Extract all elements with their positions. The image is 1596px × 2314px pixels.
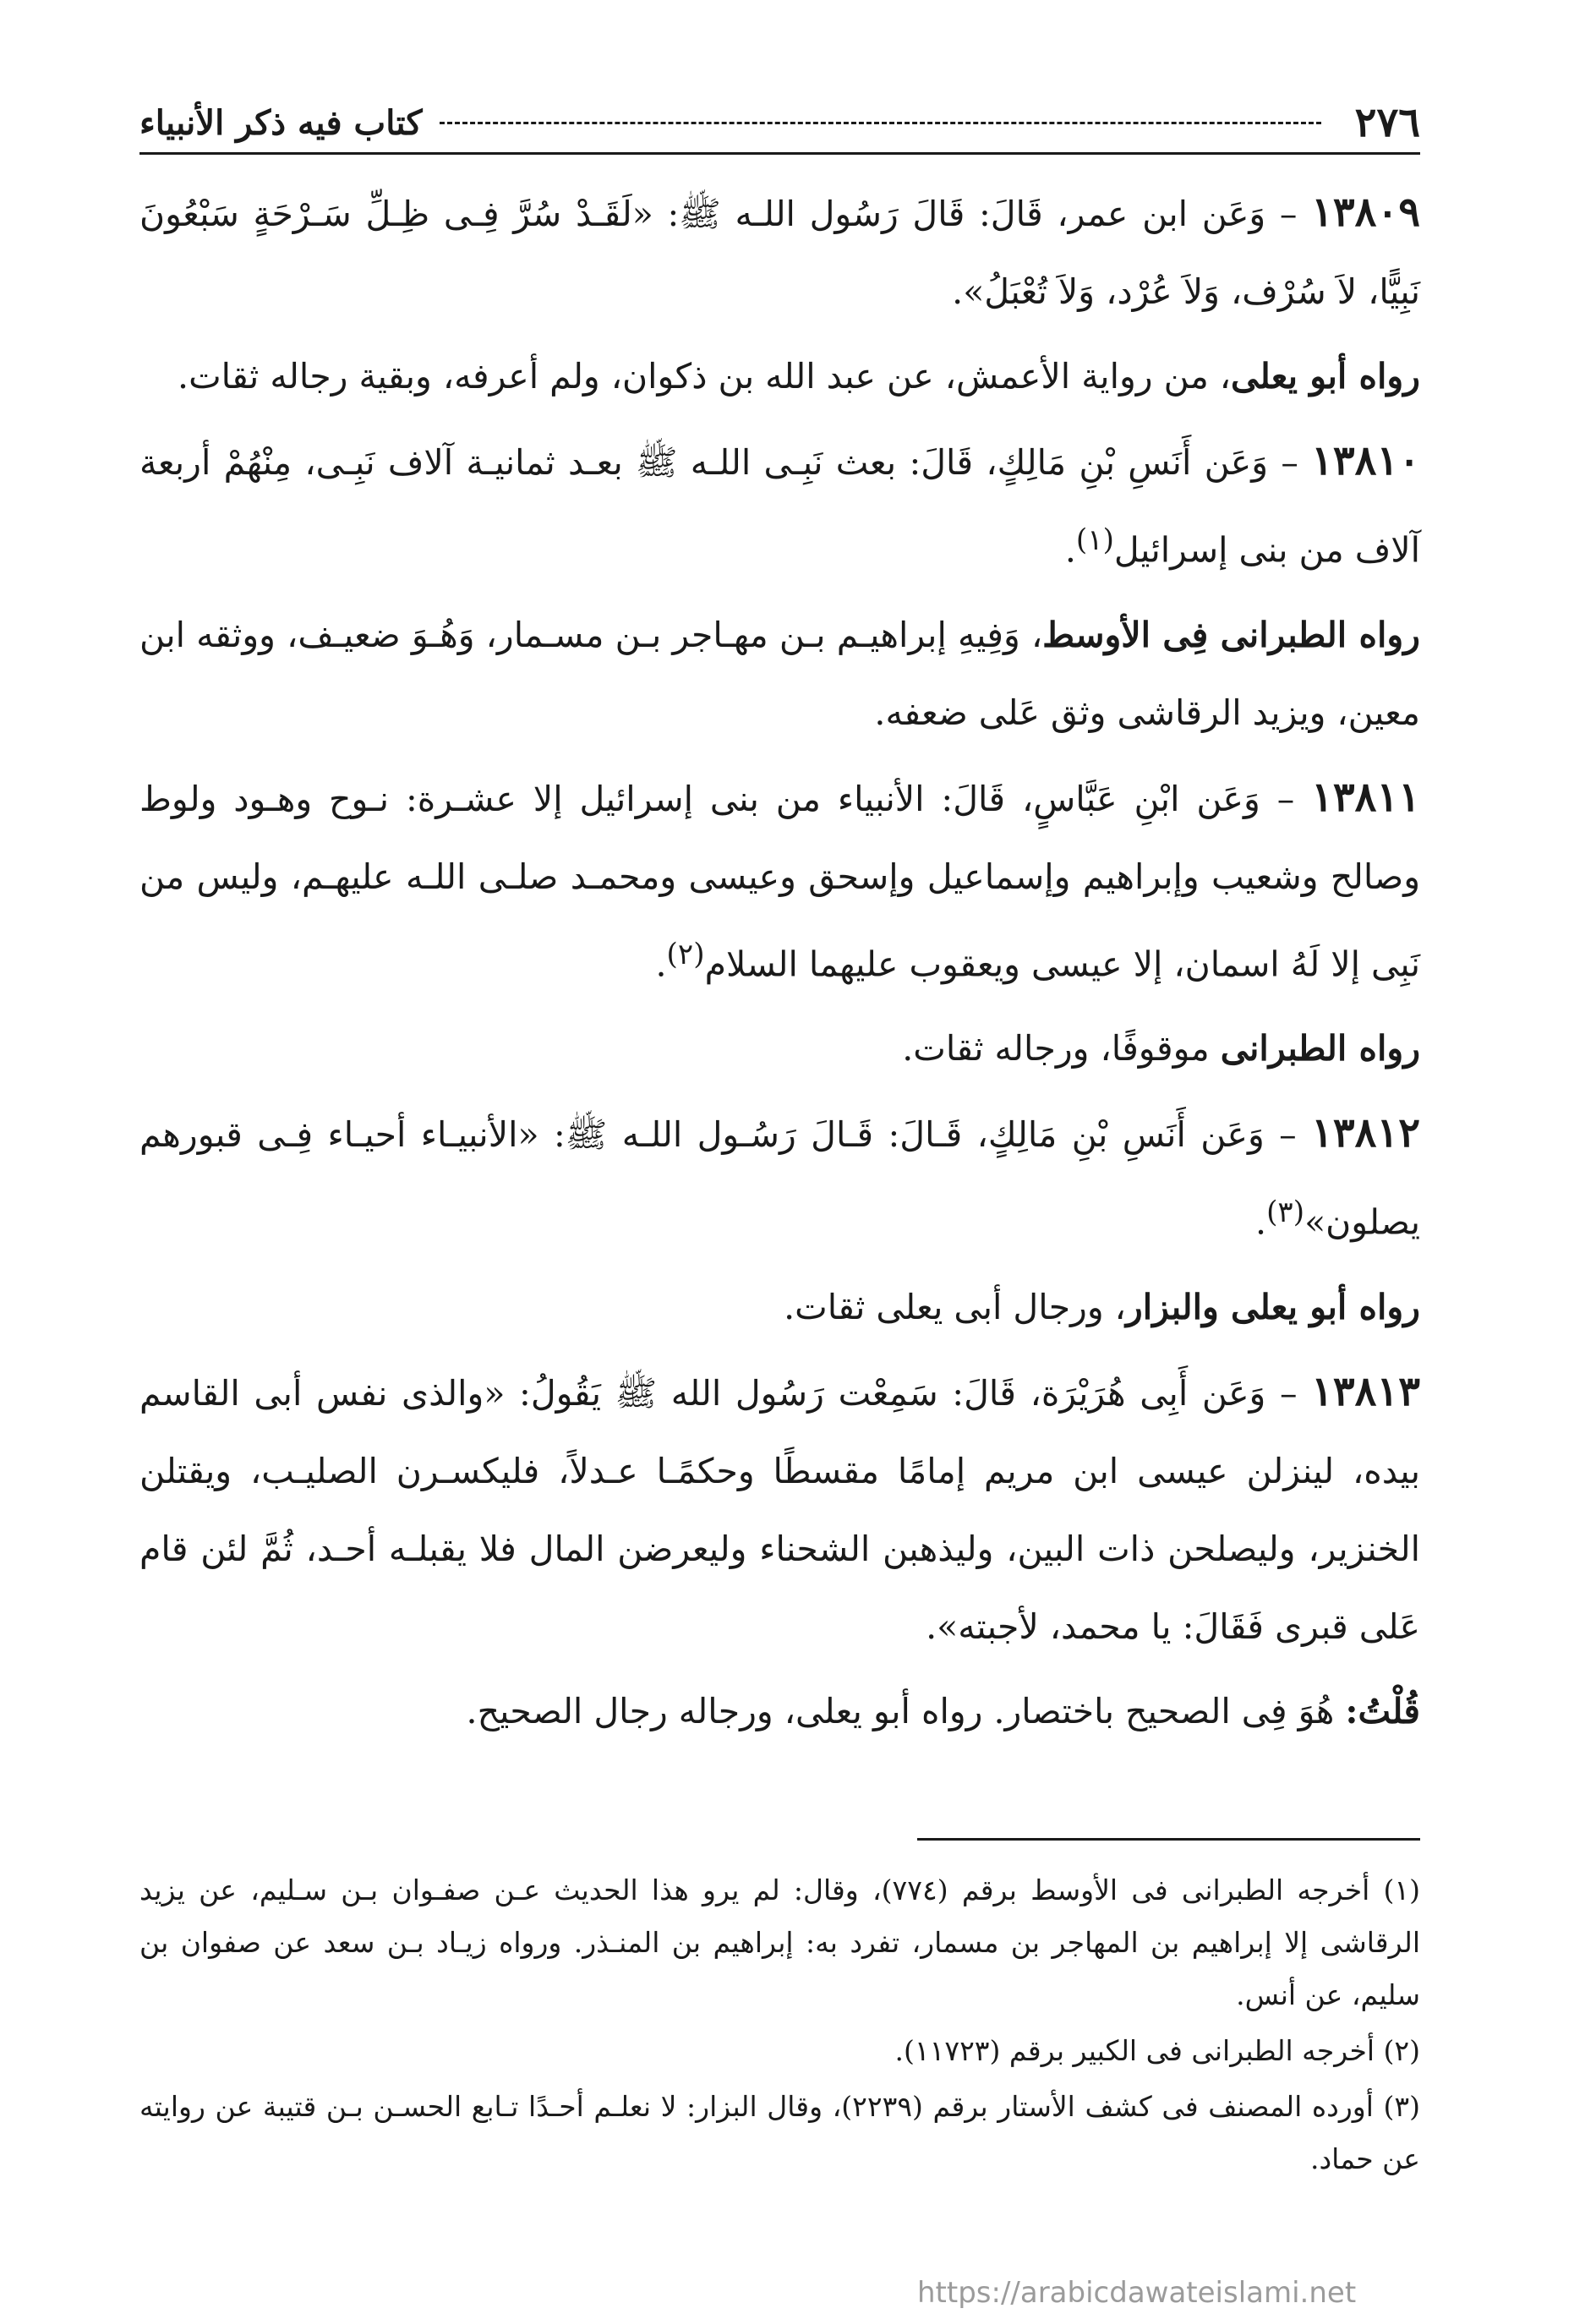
footnote-ref: (١) — [1075, 523, 1114, 557]
hadith-number: ١٣٨١٣ — [1311, 1367, 1420, 1415]
source-rest: ، ورجال أبى يعلى ثقات. — [784, 1286, 1126, 1327]
hadith-paragraph — [139, 1353, 1420, 1666]
hadith-source — [139, 596, 1420, 752]
source-rest: هُوَ فِى الصحيح باختصار. رواه أبو يعلى، ورجاله رجال الصحيح. — [466, 1690, 1346, 1731]
footnote-2: (٢) أخرجه الطبرانى فى الكبير برقم (١١٧٢٣). — [894, 2034, 1420, 2067]
hadith-source — [139, 337, 1420, 415]
header-dashed-rule — [440, 122, 1321, 124]
hadith-paragraph: ١٣٨١٠ – وَعَن أَنَسِ بْنِ مَالِكٍ، قَالَ: بعث نَبِـى اللـه ﷺ بعـد ثمانيـة آلاف نَبِـى، مِنْهُمْ أربعة آلاف من بنى إسرائيل$^{(١)}$. — [139, 437, 1420, 571]
hadith-text: – وَعَن ابْنِ عَبَّاسٍ، قَالَ: الأنبياء من بنى إسرائيل إلا عشـرة: نـوح وهـود ولوط وصالح وشعيب وإبراهيم وإسماعيل وإسحق وعيسى ومحمـد صلـى اللـه عليهـم، وليس من نَبِى إلا لَهُ اسمان، إلا عيسى ويعقوب عليهما السلام — [139, 778, 1420, 985]
hadith-text: – وَعَن أَبِى هُرَيْرَة، قَالَ: سَمِعْت رَسُول الله ﷺ يَقُولُ: «والذى نفس أبى القاسم بيده، لينزلن عيسى ابن مريم إمامًا مقسطًا وحكمًـا عـدلاً، فليكسـرن الصليـب، ويقتلن الخنزير، وليصلحن ذات البين، وليذهبن الشحناء وليعرضن المال فلا يقبلـه أحـد، ثُمَّ لئن قام عَلى قبرى فَقَالَ: يا محمد، لأجبته». — [139, 1372, 1420, 1647]
source-bold: رواه الطبرانى فِى الأوسط — [1042, 614, 1420, 655]
book-title: كتاب فيه ذكر الأنبياء — [139, 102, 423, 143]
source-bold: رواه الطبرانى — [1220, 1028, 1420, 1069]
source-rest: ، من رواية الأعمش، عن عبد الله بن ذكوان، ولم أعرفه، وبقية رجاله ثقات. — [178, 356, 1232, 397]
source-bold: رواه أبو يعلى والبزار — [1125, 1286, 1420, 1327]
main-text — [139, 173, 1420, 1757]
hadith-text: – وَعَن أَنَسِ بْنِ مَالِكٍ، قَـالَ: قَـالَ رَسُـول اللـه ﷺ: «الأنبيـاء أحيـاء فِـى قبورهم يصلون» — [139, 1114, 1420, 1243]
hadith-number: ١٣٨١٠ — [1311, 437, 1420, 484]
footnote-3: (٣) أورده المصنف فى كشف الأستار برقم (٢٢٣٩)، وقال البزار: لا نعلـم أحـدًا تـابع الحسـن بـن قتيبة عن روايته عن حماد. — [139, 2090, 1420, 2175]
hadith-source — [139, 1009, 1420, 1087]
source-bold: رواه أبو يعلى — [1231, 356, 1420, 397]
hadith-number: ١٣٨١١ — [1311, 773, 1420, 821]
hadith-paragraph — [139, 173, 1420, 331]
hadith-source — [139, 1672, 1420, 1750]
footnote-separator — [917, 1838, 1420, 1841]
running-header — [139, 93, 1420, 155]
hadith-text: – وَعَن ابن عمر، قَالَ: قَالَ رَسُول اللـه ﷺ: «لَقَـدْ سُرَّ فِـى ظِـلِّ سَـرْحَةٍ سَبْعُونَ نَبِيًّا، لاَ سُرْف، وَلاَ عُرْد، وَلاَ تُعْبَلُ». — [139, 194, 1420, 312]
footnote-ref: (٣) — [1266, 1195, 1305, 1230]
watermark-url: https://arabicdawateislami.net — [917, 2276, 1357, 2310]
hadith-source — [139, 1268, 1420, 1346]
footnote-ref: (٢) — [666, 937, 705, 971]
footnote-1: (١) أخرجه الطبرانى فى الأوسط برقم (٧٧٤)، وقال: لم يرو هذا الحديث عـن صفـوان بـن سـليم، عن يزيد الرقاشى إلا إبراهيم بن المهاجر بن مسمار، تفرد به: إبراهيم بن المنـذر. ورواه زيـاد بـن سعد عن صفوان بن سليم، عن أنس. — [139, 1874, 1420, 2011]
hadith-paragraph: ١٣٨١٢ – وَعَن أَنَسِ بْنِ مَالِكٍ، قَـالَ: قَـالَ رَسُـول اللـه ﷺ: «الأنبيـاء أحيـاء فِـى قبورهم يصلون»$^{(٣)}$. — [139, 1109, 1420, 1243]
hadith-paragraph: ١٣٨١١ – وَعَن ابْنِ عَبَّاسٍ، قَالَ: الأنبياء من بنى إسرائيل إلا عشـرة: نـوح وهـود ولوط وصالح وشعيب وإبراهيم وإسماعيل وإسحق وعيسى ومحمـد صلـى اللـه عليهـم، وليس من نَبِى إلا لَهُ اسمان، إلا عيسى ويعقوب عليهما السلام$^{(٢)}$. — [139, 773, 1420, 985]
hadith-text: – وَعَن أَنَسِ بْنِ مَالِكٍ، قَالَ: بعث نَبِـى اللـه ﷺ بعـد ثمانيـة آلاف نَبِـى، مِنْهُمْ أربعة آلاف من بنى إسرائيل — [139, 442, 1420, 571]
footnotes — [139, 1864, 1420, 2189]
hadith-number: ١٣٨١٢ — [1311, 1109, 1420, 1157]
source-rest: ، وَفِيهِ إبراهيـم بـن مهـاجر بـن مسـمار، وَهُـوَ ضعيـف، ووثقه ابن معين، ويزيد الرقاشى وثق عَلى ضعفه. — [139, 614, 1420, 733]
source-rest: موقوفًا، ورجاله ثقات. — [902, 1028, 1221, 1069]
page-number: ٢٧٦ — [1354, 99, 1420, 146]
source-bold: قُلْتُ: — [1345, 1690, 1420, 1731]
hadith-number: ١٣٨٠٩ — [1311, 189, 1420, 236]
